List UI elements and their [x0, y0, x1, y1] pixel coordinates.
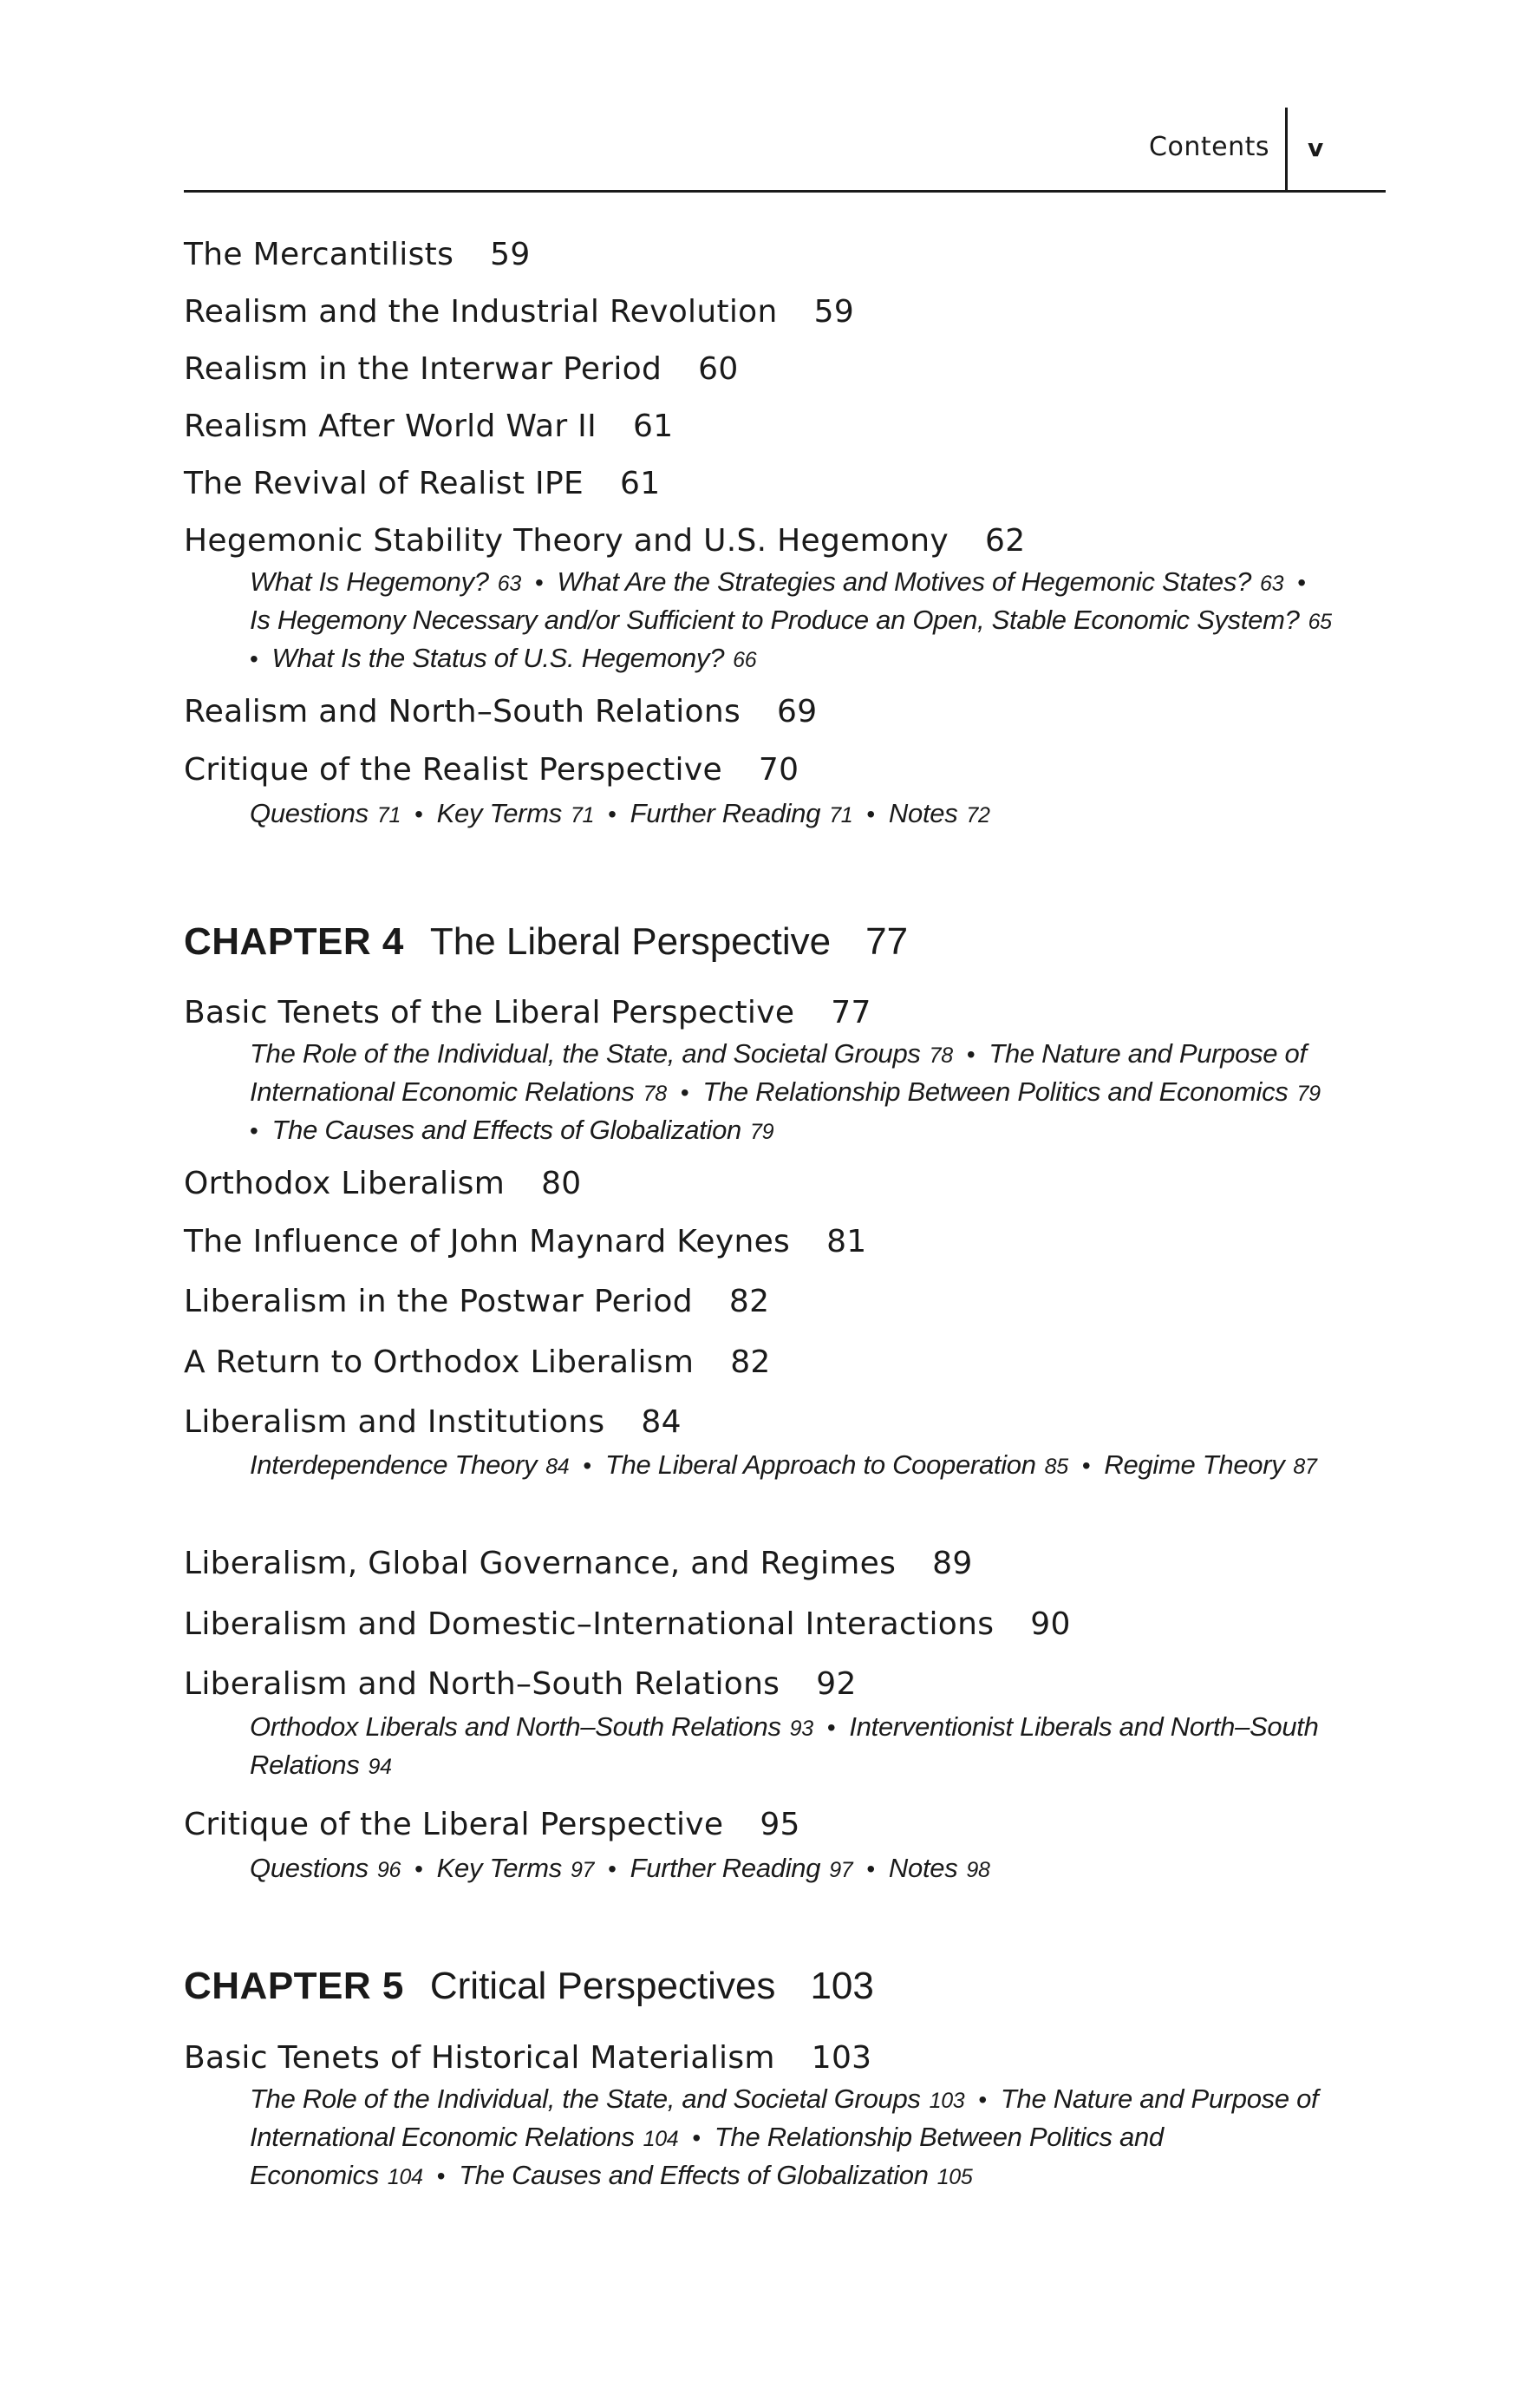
toc-entry[interactable]: [184, 994, 871, 1032]
end-matter-page: 97: [570, 1858, 595, 1882]
subentry-title[interactable]: The Causes and Effects of Globalization: [459, 2160, 929, 2190]
toc-entry[interactable]: [184, 1403, 682, 1442]
subentry-page: 78: [929, 1043, 953, 1068]
end-matter-questions[interactable]: Questions: [250, 798, 369, 828]
subentry-title[interactable]: Is Hegemony Necessary and/or Sufficient to Produce an Open, Stable Economic System?: [250, 605, 1300, 635]
chapter-page: 103: [810, 1965, 874, 2007]
header-divider: [1285, 108, 1288, 193]
toc-entry[interactable]: [184, 693, 817, 731]
subentry-page: 85: [1044, 1455, 1068, 1479]
bullet-separator: •: [250, 1117, 258, 1144]
chapter-heading[interactable]: [184, 919, 908, 965]
subentry-page: 93: [789, 1717, 813, 1741]
subentry-title[interactable]: The Nature and Purpose of International Economic Relations: [250, 2083, 1319, 2152]
bullet-separator: •: [436, 2162, 446, 2189]
subentry-page: 63: [1260, 572, 1284, 596]
entry-title: Liberalism in the Postwar Period: [184, 1284, 693, 1319]
section-label: Contents: [1149, 132, 1269, 162]
toc-entry[interactable]: [184, 1665, 857, 1704]
entry-title: The Mercantilists: [184, 237, 454, 272]
entry-page: 60: [698, 351, 739, 387]
entry-title: Liberalism, Global Governance, and Regimes: [184, 1546, 897, 1581]
bullet-separator: •: [1297, 569, 1306, 596]
end-matter-page: 97: [829, 1858, 853, 1882]
toc-subentries: [250, 1709, 1394, 1785]
subentry-page: 79: [749, 1120, 774, 1144]
toc-entry[interactable]: [184, 293, 854, 331]
subentry-title[interactable]: What Is the Status of U.S. Hegemony?: [271, 643, 725, 673]
entry-title: Liberalism and North–South Relations: [184, 1666, 780, 1702]
entry-page: 82: [728, 1284, 770, 1319]
entry-title: Hegemonic Stability Theory and U.S. Hegemony: [184, 523, 949, 559]
entry-title: A Return to Orthodox Liberalism: [184, 1344, 695, 1380]
subentry-title[interactable]: Interventionist Liberals and North–South Relations: [250, 1711, 1319, 1780]
entry-page: 77: [831, 995, 871, 1030]
subentry-page: 87: [1293, 1455, 1317, 1479]
toc-subentries: [250, 1036, 1394, 1150]
subentry-title[interactable]: Orthodox Liberals and North–South Relations: [250, 1711, 781, 1742]
end-matter-page: 72: [966, 803, 990, 827]
bullet-separator: •: [966, 1041, 976, 1068]
subentry-page: 105: [936, 2165, 973, 2189]
bullet-separator: •: [250, 645, 258, 672]
toc-entry[interactable]: [184, 1165, 581, 1203]
chapter-label: CHAPTER 4: [184, 920, 404, 963]
bullet-separator: •: [978, 2086, 987, 2113]
entry-page: 84: [641, 1404, 682, 1440]
end-matter-page: 96: [376, 1858, 401, 1882]
page-number: v: [1308, 134, 1324, 162]
subentry-title[interactable]: What Are the Strategies and Motives of Hegemonic States?: [557, 566, 1252, 597]
entry-page: 90: [1030, 1606, 1071, 1642]
toc-end-matter: [250, 795, 1394, 834]
bullet-separator: •: [414, 1855, 423, 1882]
subentry-title[interactable]: The Relationship Between Politics and Economics: [250, 2122, 1164, 2190]
chapter-title: Critical Perspectives: [429, 1965, 776, 2007]
toc-entry[interactable]: [184, 350, 739, 389]
bullet-separator: •: [866, 1855, 875, 1882]
entry-page: 59: [813, 294, 855, 330]
entry-title: Basic Tenets of Historical Materialism: [184, 2040, 775, 2076]
toc-subentries: [250, 2081, 1394, 2195]
bullet-separator: •: [1081, 1452, 1091, 1479]
subentry-page: 65: [1308, 610, 1332, 634]
entry-page: 89: [932, 1546, 973, 1581]
bullet-separator: •: [534, 569, 544, 596]
toc-entry[interactable]: [184, 1344, 771, 1382]
entry-title: Critique of the Realist Perspective: [184, 752, 722, 788]
entry-title: Realism After World War II: [184, 409, 597, 444]
subentry-page: 103: [929, 2089, 965, 2113]
chapter-heading[interactable]: [184, 1964, 874, 2009]
entry-page: 70: [758, 752, 799, 788]
bullet-separator: •: [692, 2124, 701, 2151]
toc-entry[interactable]: [184, 408, 673, 446]
entry-title: The Influence of John Maynard Keynes: [184, 1224, 791, 1259]
toc-entry[interactable]: [184, 1606, 1071, 1644]
entry-title: Realism in the Interwar Period: [184, 351, 662, 387]
toc-subentries: [250, 1447, 1334, 1485]
end-matter-questions[interactable]: Questions: [250, 1853, 369, 1883]
end-matter-page: 98: [966, 1858, 990, 1882]
subentry-page: 63: [497, 572, 521, 596]
end-matter-further-reading[interactable]: Further Reading: [630, 798, 821, 828]
entry-title: Critique of the Liberal Perspective: [184, 1807, 724, 1842]
entry-title: Liberalism and Domestic–International Interactions: [184, 1606, 995, 1642]
end-matter-notes[interactable]: Notes: [888, 1853, 958, 1883]
chapter-label: CHAPTER 5: [184, 1965, 404, 2007]
bullet-separator: •: [680, 1079, 689, 1106]
entry-title: Realism and North–South Relations: [184, 694, 741, 729]
end-matter-page: 71: [829, 803, 853, 827]
bullet-separator: •: [608, 801, 617, 827]
running-header: [184, 0, 1386, 193]
subentry-title[interactable]: Regime Theory: [1104, 1449, 1285, 1480]
entry-title: The Revival of Realist IPE: [184, 466, 584, 501]
bullet-separator: •: [866, 801, 875, 827]
subentry-title[interactable]: The Role of the Individual, the State, and Societal Groups: [250, 1038, 921, 1069]
header-rule: [184, 190, 1386, 193]
subentry-page: 66: [733, 648, 757, 672]
entry-page: 103: [811, 2040, 872, 2076]
bullet-separator: •: [583, 1452, 591, 1479]
toc-subentries: [250, 564, 1394, 678]
subentry-title[interactable]: The Liberal Approach to Cooperation: [604, 1449, 1036, 1480]
end-matter-further-reading[interactable]: Further Reading: [630, 1853, 821, 1883]
entry-page: 82: [730, 1344, 771, 1380]
subentry-title[interactable]: The Role of the Individual, the State, and Societal Groups: [250, 2083, 921, 2114]
toc-entry[interactable]: [184, 1545, 973, 1583]
entry-page: 61: [620, 466, 661, 501]
toc-entry[interactable]: [184, 1283, 769, 1321]
toc-entry[interactable]: [184, 522, 1025, 560]
entry-page: 69: [777, 694, 818, 729]
chapter-title: The Liberal Perspective: [429, 920, 832, 963]
bullet-separator: •: [608, 1855, 617, 1882]
subentry-page: 94: [368, 1755, 392, 1779]
subentry-page: 84: [545, 1455, 570, 1479]
toc-entry[interactable]: [184, 1223, 867, 1261]
toc-entry[interactable]: [184, 751, 799, 789]
entry-page: 61: [633, 409, 674, 444]
entry-page: 92: [816, 1666, 857, 1702]
end-matter-page: 71: [570, 803, 595, 827]
toc-end-matter: [250, 1850, 1394, 1888]
bullet-separator: •: [414, 801, 423, 827]
end-matter-page: 71: [376, 803, 401, 827]
entry-title: Liberalism and Institutions: [184, 1404, 605, 1440]
entry-page: 80: [541, 1166, 582, 1201]
entry-page: 95: [760, 1807, 800, 1842]
subentry-title[interactable]: The Relationship Between Politics and Economics: [702, 1076, 1289, 1107]
toc-entry[interactable]: [184, 2039, 871, 2077]
toc-entry[interactable]: [184, 1806, 800, 1844]
entry-title: Realism and the Industrial Revolution: [184, 294, 778, 330]
entry-page: 59: [490, 237, 531, 272]
toc-entry[interactable]: [184, 465, 660, 503]
subentry-title[interactable]: What Is Hegemony?: [250, 566, 489, 597]
subentry-page: 78: [643, 1082, 667, 1106]
end-matter-notes[interactable]: Notes: [888, 798, 958, 828]
end-matter-key-terms[interactable]: Key Terms: [436, 1853, 562, 1883]
subentry-title[interactable]: Interdependence Theory: [250, 1449, 538, 1480]
entry-title: Orthodox Liberalism: [184, 1166, 506, 1201]
entry-page: 62: [984, 523, 1026, 559]
bullet-separator: •: [826, 1714, 836, 1741]
entry-title: Basic Tenets of the Liberal Perspective: [184, 995, 795, 1030]
subentry-page: 104: [387, 2165, 423, 2189]
subentry-title[interactable]: The Nature and Purpose of International Economic Relations: [250, 1038, 1307, 1107]
chapter-page: 77: [865, 920, 909, 963]
toc-entry[interactable]: [184, 236, 531, 274]
subentry-page: 79: [1296, 1082, 1321, 1106]
end-matter-key-terms[interactable]: Key Terms: [436, 798, 562, 828]
subentry-page: 104: [643, 2127, 679, 2151]
subentry-title[interactable]: The Causes and Effects of Globalization: [271, 1115, 741, 1145]
entry-page: 81: [826, 1224, 867, 1259]
